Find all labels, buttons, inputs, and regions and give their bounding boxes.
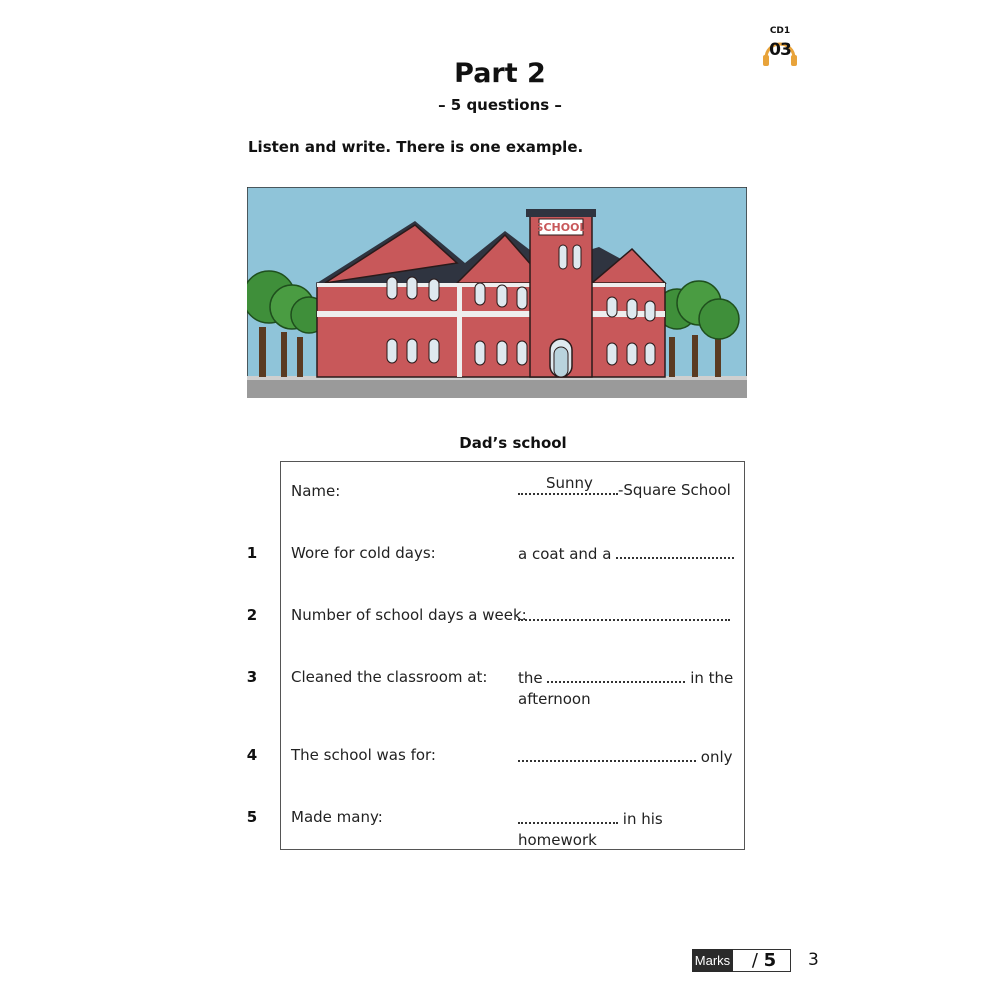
marks-score: [740, 948, 788, 973]
answer-field-1[interactable]: [616, 543, 734, 559]
question-answer-row-3: [518, 667, 738, 710]
page-title: Part 2: [454, 58, 546, 89]
example-answer-field: [518, 474, 618, 495]
question-number-3: 3: [246, 668, 258, 686]
question-answer-row-2: [518, 605, 738, 627]
school-illustration: [247, 187, 747, 398]
answer-field-2[interactable]: [518, 605, 730, 621]
question-number-5: 5: [246, 808, 258, 826]
question-label-3: Cleaned the classroom at:: [291, 668, 488, 686]
answer-field-5[interactable]: [518, 808, 618, 824]
marks-label: Marks: [692, 949, 733, 972]
question-answer-row-5: [518, 808, 738, 851]
example-label: Name:: [291, 482, 341, 500]
question-number-2: 2: [246, 606, 258, 624]
question-count: – 5 questions –: [438, 96, 562, 114]
question-answer-row-4: [518, 746, 738, 768]
instruction-text: Listen and write. There is one example.: [248, 138, 584, 156]
question-label-5: Made many:: [291, 808, 383, 826]
answer-field-3[interactable]: [547, 667, 685, 683]
question-answer-row-1: [518, 543, 738, 565]
question-number-1: 1: [246, 544, 258, 562]
cd-label: CD1: [769, 26, 791, 36]
answer-table: [280, 461, 745, 850]
marks-total: 5: [763, 950, 777, 971]
example-answer-row: [518, 474, 738, 501]
example-answer: Sunny: [546, 474, 593, 492]
question-label-1: Wore for cold days:: [291, 544, 436, 562]
school-sign: SCHOOL: [535, 221, 587, 234]
question-number-4: 4: [246, 746, 258, 764]
question-suffix-3: in the afternoon: [518, 669, 734, 708]
question-prefix-3: the: [518, 669, 543, 687]
example-suffix: -Square School: [618, 481, 731, 499]
page-number: 3: [808, 950, 819, 970]
question-label-4: The school was for:: [291, 746, 436, 764]
question-suffix-5: in his homework: [518, 810, 663, 849]
question-label-2: Number of school days a week:: [291, 606, 527, 624]
question-suffix-4: only: [700, 748, 733, 766]
cd-track-number: 03: [769, 40, 791, 60]
question-prefix-1: a coat and a: [518, 545, 612, 563]
marks-slash: /: [751, 950, 758, 971]
answer-field-4[interactable]: [518, 746, 696, 762]
table-title: Dad’s school: [459, 434, 567, 452]
